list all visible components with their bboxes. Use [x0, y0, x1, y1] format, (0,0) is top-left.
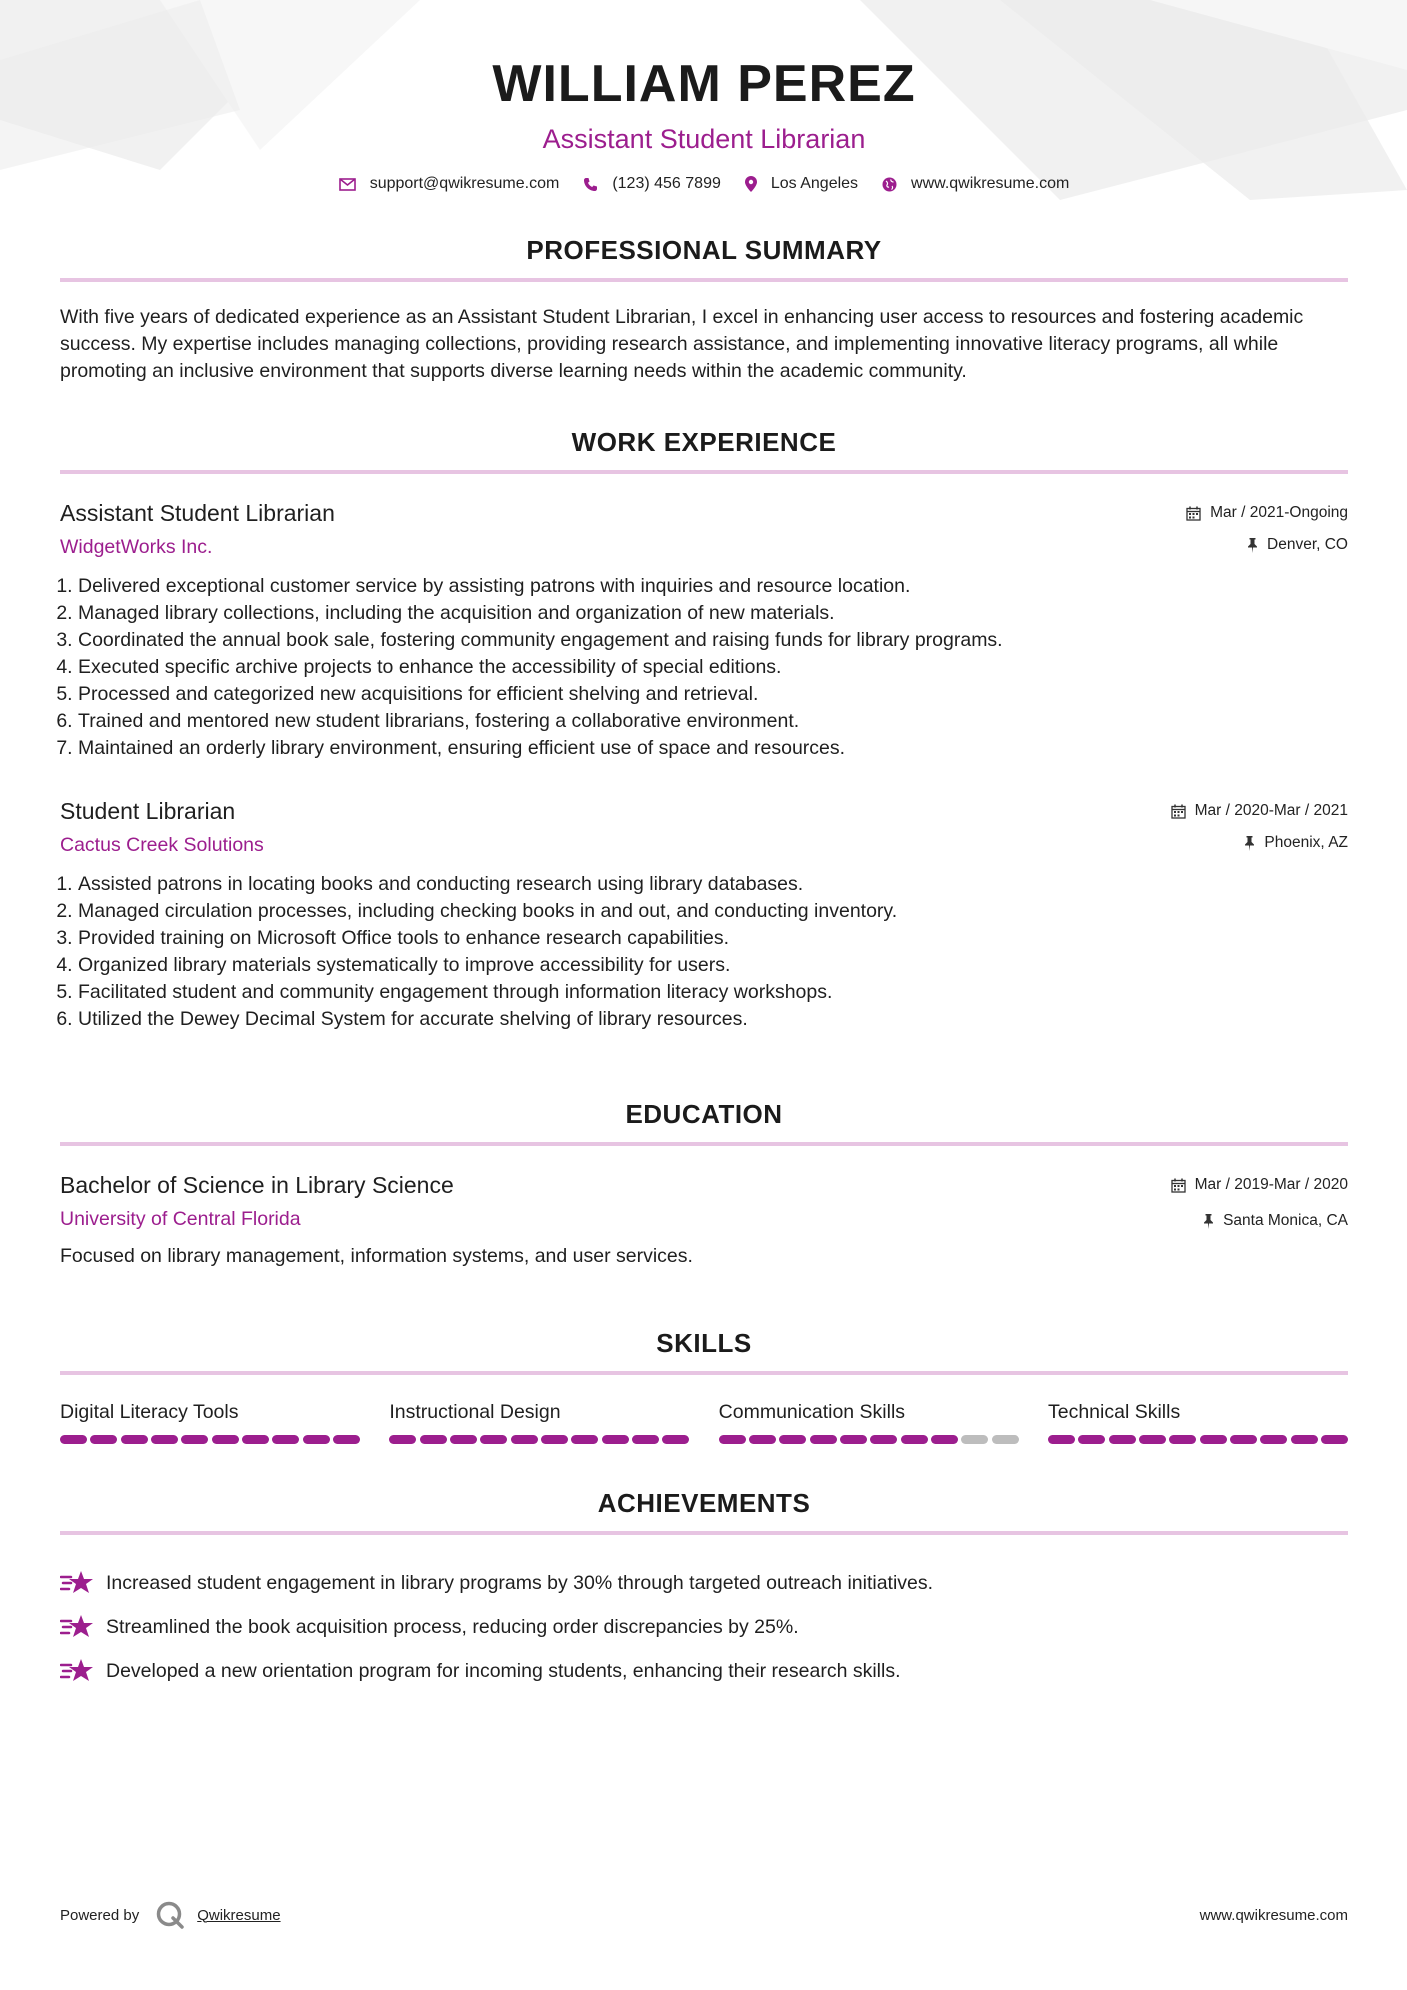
section-divider [60, 1371, 1348, 1375]
list-item: 5. Facilitated student and community engagement through information literacy workshops. [78, 979, 1348, 1006]
skill-level-bar [389, 1435, 689, 1444]
summary-text: With five years of dedicated experience as an Assistant Student Librarian, I excel in enhancing user access to resources and fostering academic success. My expertise includes managing collections, providing research assistance, and implementing innovative literacy programs, all while promoting an inclusive environment that supports diverse learning needs within the academic community. [60, 306, 1304, 382]
contact-bar [60, 175, 1348, 193]
job-title: Assistant Student Librarian [60, 500, 335, 526]
summary-heading: PROFESSIONAL SUMMARY [526, 235, 882, 265]
skill-name: Communication Skills [718, 1401, 906, 1423]
contact-email[interactable] [339, 175, 560, 193]
contact-phone-text: (123) 456 7899 [612, 175, 721, 192]
job-location-text: Phoenix, AZ [1264, 834, 1348, 851]
job-entry [60, 798, 1348, 1033]
skills-section [60, 1328, 1348, 1444]
qwikresume-link[interactable]: Qwikresume [197, 1906, 281, 1924]
skill-level-segment [662, 1435, 689, 1444]
map-pin-icon [745, 176, 757, 192]
candidate-name: WILLIAM PEREZ [492, 55, 916, 113]
job-bullets [60, 871, 1348, 1033]
candidate-title: Assistant Student Librarian [542, 124, 866, 154]
list-item: 2. Managed circulation processes, including checking books in and out, and conducting inventory. [78, 898, 1348, 925]
section-divider [60, 278, 1348, 282]
skill-level-segment [1321, 1435, 1348, 1444]
education-degree: Bachelor of Science in Library Science [60, 1172, 454, 1198]
footer-website[interactable]: www.qwikresume.com [1199, 1906, 1348, 1924]
skill-level-segment [1291, 1435, 1318, 1444]
education-location [1171, 1212, 1348, 1230]
achievements-list [60, 1561, 1348, 1693]
education-dates-text: Mar / 2019-Mar / 2020 [1194, 1176, 1348, 1193]
education-section [60, 1099, 1348, 1268]
skill-level-segment [1048, 1435, 1075, 1444]
pushpin-icon [1244, 836, 1255, 851]
skill-level-segment [121, 1435, 148, 1444]
skill-name: Digital Literacy Tools [60, 1401, 239, 1423]
contact-email-text: support@qwikresume.com [369, 175, 560, 192]
job-dates [1171, 802, 1348, 820]
skill-level-segment [181, 1435, 208, 1444]
achievement-text: Developed a new orientation program for incoming students, enhancing their research skills. [106, 1659, 901, 1682]
skill-level-segment [333, 1435, 360, 1444]
skill-level-bar [719, 1435, 1019, 1444]
skill-level-segment [632, 1435, 659, 1444]
list-item: 3. Provided training on Microsoft Office tools to enhance research capabilities. [78, 925, 1348, 952]
list-item: 3. Coordinated the annual book sale, fostering community engagement and raising funds for library programs. [78, 627, 1348, 654]
envelope-icon [339, 178, 356, 191]
list-item: 7. Maintained an orderly library environment, ensuring efficient use of space and resources. [78, 735, 1348, 762]
achievement-text: Streamlined the book acquisition process, reducing order discrepancies by 25%. [106, 1615, 799, 1638]
globe-icon [882, 177, 897, 192]
contact-location-text: Los Angeles [770, 175, 859, 192]
job-meta [1186, 504, 1348, 554]
skills-heading: SKILLS [656, 1328, 752, 1358]
powered-by-label: Powered by [60, 1906, 140, 1924]
skill-item [1048, 1401, 1348, 1444]
skill-level-segment [931, 1435, 958, 1444]
contact-website-text: www.qwikresume.com [911, 175, 1070, 192]
skill-level-segment [60, 1435, 87, 1444]
skill-level-segment [389, 1435, 416, 1444]
education-meta [1171, 1176, 1348, 1230]
section-divider [60, 470, 1348, 474]
calendar-icon [1171, 804, 1186, 819]
skill-level-segment [1139, 1435, 1166, 1444]
education-heading: EDUCATION [625, 1099, 783, 1129]
experience-heading: WORK EXPERIENCE [571, 427, 837, 457]
skill-level-bar [60, 1435, 360, 1444]
list-item: 6. Trained and mentored new student librarians, fostering a collaborative environment. [78, 708, 1348, 735]
qwikresume-logo-icon [155, 1900, 185, 1930]
resume-header [60, 0, 1348, 193]
achievements-section [60, 1488, 1348, 1693]
shooting-star-icon [60, 1613, 94, 1641]
job-location [1186, 536, 1348, 554]
job-company: Cactus Creek Solutions [60, 834, 264, 856]
job-entry [60, 500, 1348, 762]
skill-level-segment [1260, 1435, 1287, 1444]
skill-level-segment [450, 1435, 477, 1444]
skill-level-segment [571, 1435, 598, 1444]
contact-phone[interactable] [583, 175, 721, 193]
skill-level-segment [810, 1435, 837, 1444]
skill-level-segment [602, 1435, 629, 1444]
list-item: 1. Assisted patrons in locating books and conducting research using library databases. [78, 871, 1348, 898]
list-item: 6. Utilized the Dewey Decimal System for accurate shelving of library resources. [78, 1006, 1348, 1033]
skill-level-segment [1230, 1435, 1257, 1444]
contact-location [745, 175, 858, 193]
skill-level-segment [420, 1435, 447, 1444]
skill-level-segment [961, 1435, 988, 1444]
resume-page [60, 0, 1348, 1693]
skill-level-segment [1169, 1435, 1196, 1444]
skill-level-segment [749, 1435, 776, 1444]
skill-level-segment [541, 1435, 568, 1444]
skill-level-segment [151, 1435, 178, 1444]
skill-level-segment [1200, 1435, 1227, 1444]
powered-by [60, 1900, 281, 1930]
contact-website[interactable] [882, 175, 1069, 193]
skill-level-segment [779, 1435, 806, 1444]
achievement-item [60, 1561, 1348, 1605]
skill-level-segment [90, 1435, 117, 1444]
shooting-star-icon [60, 1569, 94, 1597]
education-location-text: Santa Monica, CA [1223, 1212, 1348, 1229]
skill-level-segment [1078, 1435, 1105, 1444]
phone-icon [583, 177, 598, 192]
skill-name: Instructional Design [389, 1401, 561, 1423]
skill-level-segment [242, 1435, 269, 1444]
education-dates [1171, 1176, 1348, 1194]
list-item: 1. Delivered exceptional customer service by assisting patrons with inquiries and resource location. [78, 573, 1348, 600]
achievement-item [60, 1605, 1348, 1649]
education-school: University of Central Florida [60, 1208, 301, 1230]
job-dates-text: Mar / 2020-Mar / 2021 [1194, 802, 1348, 819]
list-item: 5. Processed and categorized new acquisitions for efficient shelving and retrieval. [78, 681, 1348, 708]
list-item: 4. Executed specific archive projects to enhance the accessibility of special editions. [78, 654, 1348, 681]
skill-item [60, 1401, 360, 1444]
skill-level-segment [511, 1435, 538, 1444]
skill-level-segment [303, 1435, 330, 1444]
skill-level-segment [212, 1435, 239, 1444]
shooting-star-icon [60, 1657, 94, 1685]
calendar-icon [1171, 1178, 1186, 1193]
job-location-text: Denver, CO [1267, 536, 1348, 553]
skill-level-segment [840, 1435, 867, 1444]
skill-item [719, 1401, 1019, 1444]
skill-level-segment [719, 1435, 746, 1444]
skill-level-segment [870, 1435, 897, 1444]
job-location [1171, 834, 1348, 852]
job-dates-text: Mar / 2021-Ongoing [1210, 504, 1348, 521]
skill-level-segment [272, 1435, 299, 1444]
skill-level-bar [1048, 1435, 1348, 1444]
job-meta [1171, 802, 1348, 852]
education-description: Focused on library management, information systems, and user services. [60, 1245, 693, 1267]
education-entry [60, 1172, 1348, 1268]
skill-level-segment [992, 1435, 1019, 1444]
list-item: 4. Organized library materials systematically to improve accessibility for users. [78, 952, 1348, 979]
page-footer [60, 1895, 1348, 1935]
list-item: 2. Managed library collections, including the acquisition and organization of new materials. [78, 600, 1348, 627]
skill-name: Technical Skills [1047, 1401, 1181, 1423]
pushpin-icon [1203, 1214, 1214, 1229]
skill-level-segment [480, 1435, 507, 1444]
achievements-heading: ACHIEVEMENTS [597, 1488, 811, 1518]
summary-section [60, 235, 1348, 385]
job-title: Student Librarian [60, 798, 236, 824]
achievement-item [60, 1649, 1348, 1693]
skills-list [60, 1401, 1348, 1444]
skill-level-segment [901, 1435, 928, 1444]
section-divider [60, 1142, 1348, 1146]
section-divider [60, 1531, 1348, 1535]
job-bullets [60, 573, 1348, 762]
job-dates [1186, 504, 1348, 522]
job-company: WidgetWorks Inc. [60, 536, 213, 558]
calendar-icon [1186, 506, 1201, 521]
pushpin-icon [1247, 538, 1258, 553]
experience-section [60, 427, 1348, 1033]
skill-item [389, 1401, 689, 1444]
achievement-text: Increased student engagement in library programs by 30% through targeted outreach initiatives. [106, 1571, 934, 1594]
skill-level-segment [1109, 1435, 1136, 1444]
